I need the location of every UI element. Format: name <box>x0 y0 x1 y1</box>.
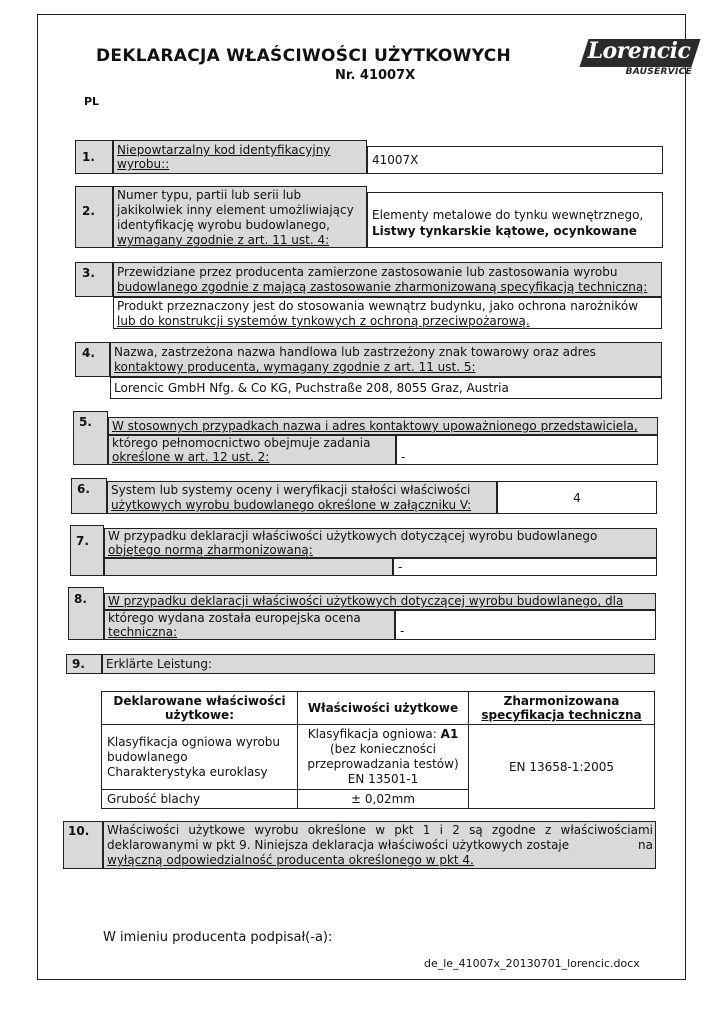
section-10-line <box>107 838 653 853</box>
table-cell-text: (bez konieczności <box>329 742 436 756</box>
section-4-number: 4. <box>82 346 95 360</box>
section-4-label <box>110 342 662 377</box>
table-cell <box>469 725 655 809</box>
section-8-label-top <box>104 593 656 610</box>
section-8-label-line: techniczna: <box>108 625 178 639</box>
language-code: PL <box>84 95 100 108</box>
section-2-label <box>113 186 367 248</box>
section-3-label-line: budowlanego zgodnie z mającą zastosowanie zharmonizowaną specyfikacją techniczną: <box>117 280 648 294</box>
table-header-text: Deklarowane właściwości <box>113 694 286 708</box>
section-2-value <box>367 192 663 248</box>
table-cell <box>102 790 298 809</box>
section-10-line-text: na <box>638 838 653 852</box>
section-8-label-line: W przypadku deklaracji właściwości użytkowych dotyczącej wyrobu budowlanego, dla <box>108 594 624 608</box>
section-1-number-box <box>75 140 113 174</box>
section-1-label <box>113 140 367 174</box>
section-3-value <box>113 297 662 329</box>
document-title: DEKLARACJA WŁAŚCIWOŚCI UŻYTKOWYCH <box>96 46 512 66</box>
table-cell-text: Klasyfikacja ogniowa wyrobu <box>107 734 281 749</box>
section-7-value-text: - <box>398 560 403 574</box>
table-header-text: specyfikacja techniczna <box>481 708 642 722</box>
section-3-number-box <box>75 262 113 297</box>
document-number: Nr. 41007X <box>335 68 416 83</box>
table-header-row <box>102 692 655 725</box>
table-cell-text: ± 0,02mm <box>351 792 415 806</box>
section-2-value-line: Elementy metalowe do tynku wewnętrznego, <box>372 208 644 222</box>
section-10-line-text: deklarowanymi w pkt 9. Niniejsza deklaracja właściwości użytkowych zostaje <box>107 838 570 852</box>
section-1-label-line: wyrobu:: <box>117 157 170 171</box>
table-cell-text: Grubość blachy <box>107 792 201 806</box>
section-4-number-box <box>75 342 110 377</box>
section-2-label-line: Numer typu, partii lub serii lub <box>117 188 302 202</box>
table-cell-text: EN 13658-1:2005 <box>508 759 615 774</box>
section-8-number: 8. <box>74 592 87 606</box>
section-2-number-box <box>75 186 113 248</box>
section-8-value <box>395 610 656 640</box>
section-6-value <box>497 481 657 514</box>
section-5-label-bottom <box>108 435 396 465</box>
table-cell-text: EN 13501-1 <box>347 772 419 786</box>
section-5-label-top <box>108 417 658 435</box>
section-3-label <box>113 262 662 297</box>
section-7-label-line: objętego normą zharmonizowaną: <box>108 543 313 557</box>
section-2-label-line: identyfikację wyrobu budowlanego, <box>117 218 330 232</box>
table-cell <box>102 725 298 790</box>
lorencic-logo <box>578 33 700 79</box>
section-9-label <box>102 654 655 674</box>
section-10-number-box <box>63 821 103 869</box>
table-header-text: Właściwości użytkowe <box>307 701 459 715</box>
section-10-text <box>103 821 656 869</box>
section-5-value-text: - <box>401 450 406 464</box>
section-6-label <box>107 481 497 514</box>
section-9-label-text: Erklärte Leistung: <box>106 657 213 671</box>
section-7-spacer <box>104 558 393 576</box>
table-row <box>102 725 655 790</box>
file-name: de_le_41007x_20130701_lorencic.docx <box>424 957 640 970</box>
section-4-label-line: Nazwa, zastrzeżona nazwa handlowa lub zastrzeżony znak towarowy oraz adres <box>114 345 596 359</box>
table-cell-text: Klasyfikacja ogniowa: <box>307 727 437 741</box>
table-header-cell <box>102 692 298 725</box>
section-5-number: 5. <box>79 415 92 429</box>
section-3-label-line: Przewidziane przez producenta zamierzone zastosowanie lub zastosowania wyrobu <box>117 265 618 279</box>
section-7-label <box>104 528 657 558</box>
table-cell-text: przeprowadzania testów) <box>307 757 459 771</box>
section-5-number-box <box>73 411 108 465</box>
table-cell-text: Charakterystyka euroklasy <box>107 764 268 779</box>
section-4-value-text: Lorencic GmbH Nfg. & Co KG, Puchstraße 208, 8055 Graz, Austria <box>114 381 509 395</box>
section-2-value-line: Listwy tynkarskie kątowe, ocynkowane <box>372 224 637 238</box>
section-6-number: 6. <box>77 482 90 496</box>
section-5-label-line: W stosownych przypadkach nazwa i adres kontaktowy upoważnionego przedstawiciela, <box>112 419 638 433</box>
table-cell-text: A1 <box>440 727 459 741</box>
section-8-number-box <box>68 587 104 640</box>
section-5-value <box>396 435 658 465</box>
table-cell-text: budowlanego <box>107 749 188 764</box>
section-3-number: 3. <box>82 266 95 280</box>
table-cell <box>298 790 469 809</box>
section-2-label-line: jakikolwiek inny element umożliwiający <box>117 203 354 217</box>
section-7-value <box>393 558 657 576</box>
logo-word: Lorencic <box>587 38 691 64</box>
section-7-label-line: W przypadku deklaracji właściwości użytkowych dotyczącej wyrobu budowlanego <box>108 529 598 543</box>
section-6-label-line: System lub systemy oceny i weryfikacji stałości właściwości <box>111 483 471 497</box>
section-5-label-line: którego pełnomocnictwo obejmuje zadania <box>112 436 371 450</box>
section-4-value <box>110 377 662 399</box>
section-10-line: Właściwości użytkowe wyrobu określone w pkt 1 i 2 są zgodne z właściwościami <box>107 823 653 837</box>
section-5-label-line: określone w art. 12 ust. 2: <box>112 450 270 464</box>
section-8-value-text: - <box>400 624 405 638</box>
signature-label: W imieniu producenta podpisał(-a): <box>103 930 333 945</box>
section-1-number: 1. <box>82 150 95 164</box>
section-8-label-bottom <box>104 610 395 640</box>
performance-table <box>101 691 655 809</box>
section-3-value-line: lub do konstrukcji systemów tynkowych z ochroną przeciwpożarową. <box>117 314 530 328</box>
section-6-number-box <box>71 478 107 514</box>
section-8-label-line: którego wydana została europejska ocena <box>108 611 361 625</box>
section-1-value <box>367 146 663 174</box>
section-2-number: 2. <box>82 204 95 218</box>
table-header-cell <box>298 692 469 725</box>
table-header-text: Zharmonizowana <box>503 694 620 708</box>
section-2-label-line: wymagany zgodnie z art. 11 ust. 4: <box>117 233 330 247</box>
section-1-value-text: 41007X <box>372 153 419 167</box>
section-9-number-box <box>66 654 102 674</box>
section-1-label-line: Niepowtarzalny kod identyfikacyjny <box>117 143 331 157</box>
section-7-number-box <box>70 525 104 576</box>
table-cell <box>298 725 469 790</box>
section-9-number: 9. <box>72 657 85 671</box>
section-10-line-text: wyłączną odpowiedzialność producenta określonego w pkt 4. <box>107 853 474 867</box>
section-10-number: 10. <box>68 824 90 838</box>
section-6-value-text: 4 <box>573 491 581 505</box>
section-3-value-line: Produkt przeznaczony jest do stosowania wewnątrz budynku, jako ochrona narożników <box>117 299 639 313</box>
table-header-text: użytkowe: <box>164 708 234 722</box>
section-4-label-line: kontaktowy producenta, wymagany zgodnie z art. 11 ust. 5: <box>114 360 476 374</box>
section-6-label-line: użytkowych wyrobu budowlanego określone w załączniku V: <box>111 498 472 512</box>
section-7-number: 7. <box>76 534 89 548</box>
logo-subtitle: BAUSERVICE <box>625 67 692 77</box>
table-header-cell <box>469 692 655 725</box>
